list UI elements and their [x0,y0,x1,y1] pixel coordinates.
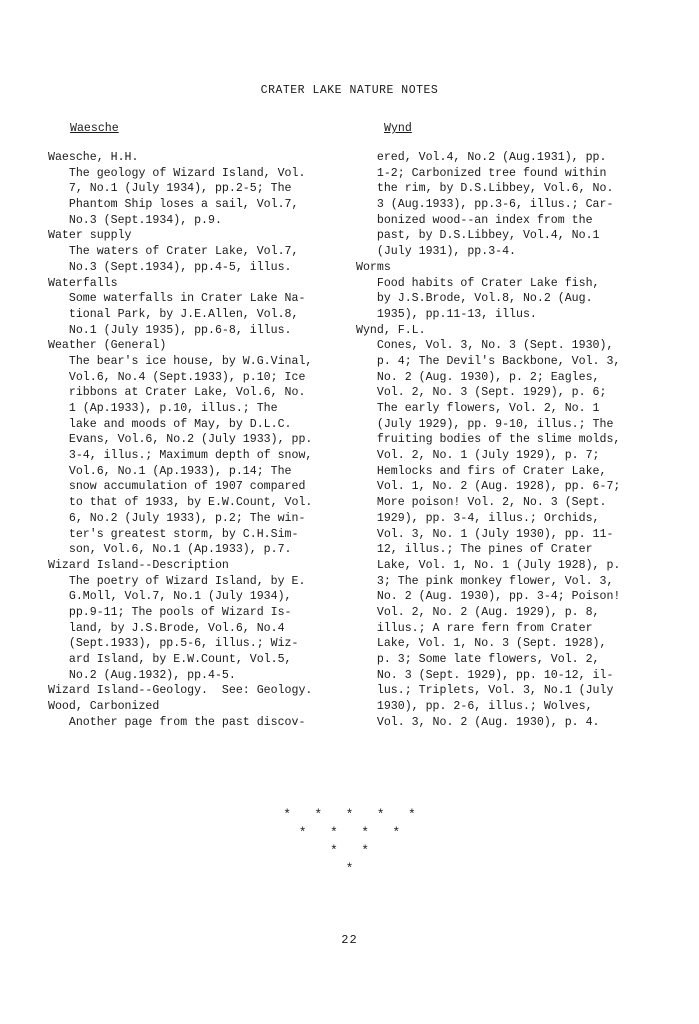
index-line: The bear's ice house, by W.G.Vinal, [48,354,313,368]
index-line: 1935), pp.11-13, illus. [356,307,537,321]
guide-word-right: Wynd [384,122,412,135]
index-line: No. 2 (Aug. 1930), p. 2; Eagles, [356,370,600,384]
index-line: past, by D.S.Libbey, Vol.4, No.1 [356,229,600,243]
index-line: 3; The pink monkey flower, Vol. 3, [356,574,614,588]
page-number: 22 [341,933,358,947]
index-line: pp.9-11; The pools of Wizard Is- [48,605,292,619]
index-line: the rim, by D.S.Libbey, Vol.6, No. [356,182,614,196]
index-line: Vol. 2, No. 3 (Sept. 1929), p. 6; [356,386,607,400]
index-line: Wynd, F.L. [356,323,426,337]
index-line: 1930), pp. 2-6, illus.; Wolves, [356,700,593,714]
index-line: Wizard Island--Description [48,558,229,572]
index-line: 12, illus.; The pines of Crater [356,543,593,557]
index-line: by J.S.Brode, Vol.8, No.2 (Aug. [356,292,593,306]
index-line: Wizard Island--Geology. See: Geology. [48,684,313,698]
index-line: (Sept.1933), pp.5-6, illus.; Wiz- [48,637,299,651]
asterisk-row: * * [329,843,369,858]
index-line: No.2 (Aug.1932), pp.4-5. [48,668,236,682]
index-line: Waesche, H.H. [48,151,139,164]
index-line: lus.; Triplets, Vol. 3, No.1 (July [356,684,614,698]
index-line: The early flowers, Vol. 2, No. 1 [356,402,600,415]
index-line: Weather (General) [48,339,167,353]
index-line: snow accumulation of 1907 compared [48,480,306,494]
index-line: No. 2 (Aug. 1930), pp. 3-4; Poison! [356,590,621,604]
guide-word-left: Waesche [70,122,119,135]
index-line: illus.; A rare fern from Crater [356,621,593,635]
index-line: No.1 (July 1935), pp.6-8, illus. [48,323,292,337]
index-line: Lake, Vol. 1, No. 1 (July 1928), p. [356,558,621,572]
index-line: p. 3; Some late flowers, Vol. 2, [356,653,600,666]
index-line: The waters of Crater Lake, Vol.7, [48,245,299,259]
index-line: The poetry of Wizard Island, by E. [48,574,306,588]
index-line: 7, No.1 (July 1934), pp.2-5; The [48,182,292,196]
index-line: Vol. 2, No. 2 (Aug. 1929), p. 8, [356,605,600,619]
index-line: ribbons at Crater Lake, Vol.6, No. [48,386,306,400]
asterisk-row: * [345,861,354,876]
asterisk-row: * * * * [298,825,401,840]
index-line: Food habits of Crater Lake fish, [356,276,600,290]
index-line: Wood, Carbonized [48,700,160,714]
index-line: Another page from the past discov- [48,715,306,729]
index-line: More poison! Vol. 2, No. 3 (Sept. [356,496,607,510]
index-line: 1929), pp. 3-4, illus.; Orchids, [356,511,600,525]
index-line: lake and moods of May, by D.L.C. [48,417,292,431]
index-line: Worms [356,260,391,274]
index-line: fruiting bodies of the slime molds, [356,433,621,447]
index-line: bonized wood--an index from the [356,213,593,227]
index-line: The geology of Wizard Island, Vol. [48,166,306,180]
index-line: Hemlocks and firs of Crater Lake, [356,464,607,478]
index-line: 6, No.2 (July 1933), p.2; The win- [48,511,306,525]
index-line: 1 (Ap.1933), p.10, illus.; The [48,402,278,415]
running-title: CRATER LAKE NATURE NOTES [260,84,439,97]
index-line: (July 1931), pp.3-4. [356,245,517,259]
index-line: 3-4, illus.; Maximum depth of snow, [48,449,313,463]
index-line: Phantom Ship loses a sail, Vol.7, [48,198,299,212]
index-line: No. 3 (Sept. 1929), pp. 10-12, il- [356,668,614,682]
index-line: No.3 (Sept.1934), p.9. [48,213,222,227]
index-line: land, by J.S.Brode, Vol.6, No.4 [48,621,285,635]
index-line: p. 4; The Devil's Backbone, Vol. 3, [356,354,621,368]
index-line: Cones, Vol. 3, No. 3 (Sept. 1930), [356,339,614,353]
index-line: ered, Vol.4, No.2 (Aug.1931), pp. [356,151,607,164]
index-line: Vol. 1, No. 2 (Aug. 1928), pp. 6-7; [356,480,621,494]
index-line: Some waterfalls in Crater Lake Na- [48,292,306,306]
index-line: Vol. 3, No. 2 (Aug. 1930), p. 4. [356,715,600,729]
index-column-left [48,150,348,730]
index-line: to that of 1933, by E.W.Count, Vol. [48,496,313,510]
index-line: Lake, Vol. 1, No. 3 (Sept. 1928), [356,637,607,651]
index-line: Water supply [48,229,132,243]
asterisk-ornament [0,806,699,878]
index-line: Vol.6, No.1 (Ap.1933), p.14; The [48,464,292,478]
index-line: No.3 (Sept.1934), pp.4-5, illus. [48,260,292,274]
index-line: 3 (Aug.1933), pp.3-6, illus.; Car- [356,198,614,212]
index-line: Vol. 3, No. 1 (July 1930), pp. 11- [356,527,614,541]
index-line: tional Park, by J.E.Allen, Vol.8, [48,307,299,321]
index-line: Vol. 2, No. 1 (July 1929), p. 7; [356,449,600,463]
index-line: Vol.6, No.4 (Sept.1933), p.10; Ice [48,370,306,384]
asterisk-row: * * * * * [283,807,416,822]
index-column-right [356,150,656,730]
index-line: Waterfalls [48,276,118,290]
index-line: ter's greatest storm, by C.H.Sim- [48,527,299,541]
index-line: Evans, Vol.6, No.2 (July 1933), pp. [48,433,313,447]
index-line: son, Vol.6, No.1 (Ap.1933), p.7. [48,543,292,557]
index-line: ard Island, by E.W.Count, Vol.5, [48,653,292,666]
index-line: G.Moll, Vol.7, No.1 (July 1934), [48,590,292,604]
index-line: (July 1929), pp. 9-10, illus.; The [356,417,614,431]
index-line: 1-2; Carbonized tree found within [356,166,607,180]
